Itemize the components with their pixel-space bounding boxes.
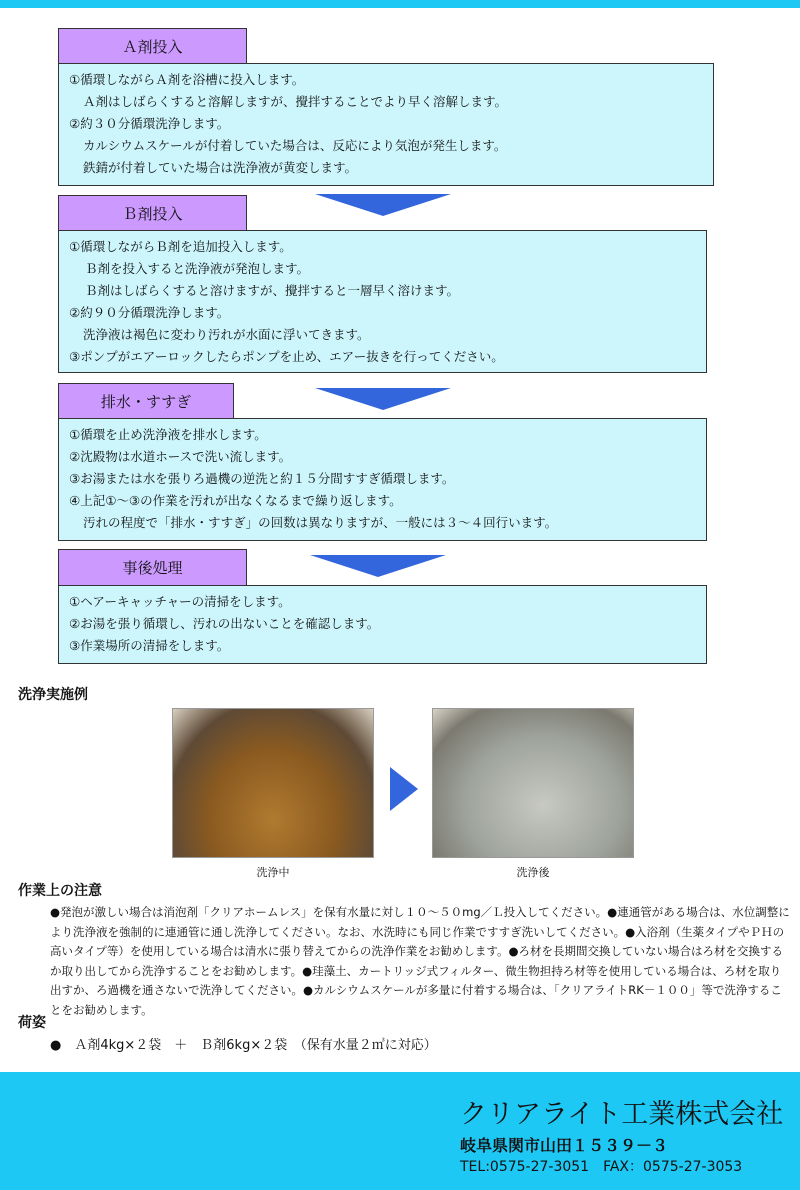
step-line: ③ポンプがエアーロックしたらポンプを止め、エアー抜きを行ってください。 [69, 349, 504, 364]
step-line: Ｂ剤はしばらくすると溶けますが、攪拌すると一層早く溶けます。 [85, 283, 460, 298]
package-text: ● Ａ剤4kg×２袋 ＋ Ｂ剤6kg×２袋 （保有水量２㎥に対応） [50, 1038, 437, 1053]
caption-during: 洗浄中 [256, 866, 290, 879]
photo-after-cleaning [432, 708, 634, 858]
caption-after: 洗浄後 [516, 866, 550, 879]
step-line: Ａ剤はしばらくすると溶解しますが、攪拌することでより早く溶解します。 [83, 94, 508, 109]
step-b-header: Ｂ剤投入 [58, 195, 247, 231]
company-contact: TEL:0575-27-3051 FAX：0575-27-3053 [460, 1159, 743, 1175]
step-line: カルシウムスケールが付着していた場合は、反応により気泡が発生します。 [83, 138, 507, 153]
step-line: ②沈殿物は水道ホースで洗い流します。 [69, 449, 292, 464]
example-heading: 洗浄実施例 [18, 687, 88, 703]
step-post-header: 事後処理 [58, 549, 247, 585]
step-line: 鉄錆が付着していた場合は洗浄液が黄変します。 [83, 160, 358, 175]
step-line: ④上記①～③の作業を汚れが出なくなるまで繰り返します。 [69, 493, 402, 508]
down-arrow-icon [310, 555, 446, 577]
step-line: ①循環しながらＡ剤を浴槽に投入します。 [69, 72, 305, 87]
top-bar [0, 0, 800, 8]
step-line: 洗浄液は褐色に変わり汚れが水面に浮いてきます。 [83, 327, 370, 342]
company-name: クリアライト工業株式会社 [460, 1099, 784, 1130]
step-line: 汚れの程度で「排水・すすぎ」の回数は異なりますが、一般には３～４回行います。 [83, 515, 558, 530]
step-line: ②約３０分循環洗浄します。 [69, 116, 230, 131]
step-line: Ｂ剤を投入すると洗浄液が発泡します。 [85, 261, 310, 276]
step-a-box [58, 63, 714, 186]
down-arrow-icon [315, 194, 451, 216]
step-line: ③お湯または水を張りろ過機の逆洗と約１５分間すすぎ循環します。 [69, 471, 455, 486]
step-line: ②お湯を張り循環し、汚れの出ないことを確認します。 [69, 616, 380, 631]
package-heading: 荷姿 [18, 1015, 46, 1031]
company-address: 岐阜県関市山田１５３９－３ [460, 1136, 669, 1155]
step-line: ①循環しながらＢ剤を追加投入します。 [69, 239, 292, 254]
step-b-box [58, 230, 707, 373]
step-line: ①循環を止め洗浄液を排水します。 [69, 427, 267, 442]
step-drain-box [58, 418, 707, 541]
right-arrow-icon [390, 767, 418, 811]
step-line: ③作業場所の清掃をします。 [69, 638, 230, 653]
step-drain-header: 排水・すすぎ [58, 383, 234, 419]
step-a-header: Ａ剤投入 [58, 28, 247, 64]
footer [0, 1072, 800, 1190]
notes-heading: 作業上の注意 [18, 883, 102, 899]
step-post-box [58, 585, 707, 664]
notes-text: ●発泡が激しい場合は消泡剤「クリアホームレス」を保有水量に対し１０～５０mg／Ｌ投入してください。●連通管がある場合は、水位調整により洗浄液を強制的に連通管に通し洗浄してください。なお、水洗時にも同じ作業ですすぎ洗いしてください。●入浴剤（生薬タイプやＰＨの高いタイプ等）を使用している場合は清水に張り替えてからの洗浄作業をお勧めします。●ろ材を長期間交換していない場合はろ材を交換するか取り出してから洗浄することをお勧めします。●珪藻土、カートリッジ式フィルター、微生物担持ろ材等を使用している場合は、ろ材を取り出すか、ろ過機を通さないで洗浄してください。●カルシウムスケールが多量に付着する場合は、「クリアライトRK－１００」等で洗浄することをお勧めします。 [50, 905, 790, 1017]
down-arrow-icon [315, 388, 451, 410]
step-line: ①ヘアーキャッチャーの清掃をします。 [69, 594, 291, 609]
step-line: ②約９０分循環洗浄します。 [69, 305, 230, 320]
photo-during-cleaning [172, 708, 374, 858]
